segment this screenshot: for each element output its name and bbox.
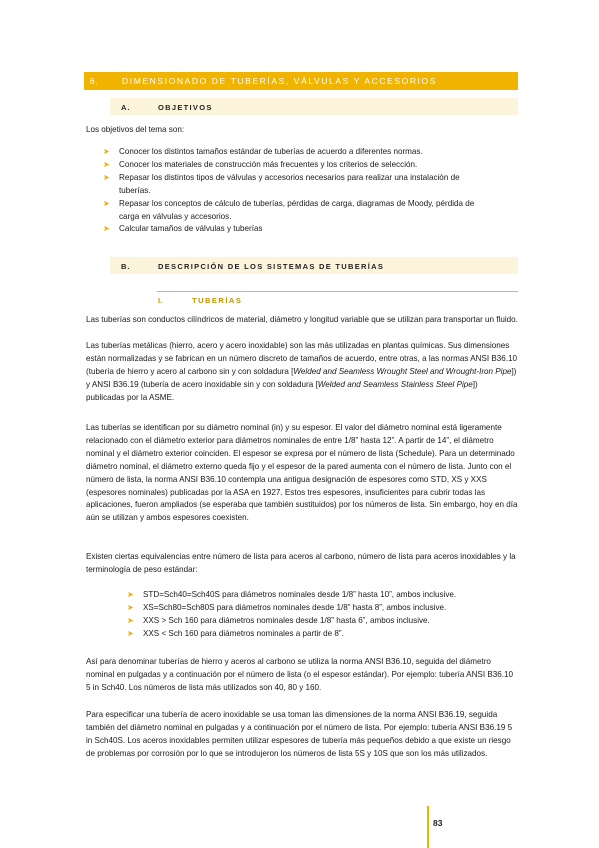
list-item: ➤ XXS > Sch 160 para diámetros nominales desde 1/8” hasta 6”, ambos inclusive. <box>127 615 507 628</box>
paragraph-definition: Las tuberías son conductos cilíndricos de material, diámetro y longitud variable que se utilizan para transportar un fluido. <box>86 315 518 324</box>
arrow-bullet-icon: ➤ <box>127 590 134 599</box>
arrow-bullet-icon: ➤ <box>103 224 110 234</box>
list-item: ➤ Conocer los distintos tamaños estándar de tuberías de acuerdo a diferentes normas. <box>103 146 483 159</box>
arrow-bullet-icon: ➤ <box>127 628 134 638</box>
arrow-bullet-icon: ➤ <box>103 172 110 182</box>
objectives-intro: Los objetivos del tema son: <box>86 125 185 134</box>
equivalences-list <box>127 589 507 641</box>
arrow-bullet-icon: ➤ <box>103 147 110 156</box>
subsection-number: I. <box>158 296 163 305</box>
objectives-list <box>103 146 483 236</box>
paragraph-ansi-b36-19: Para especificar una tubería de acero inoxidable se usa toman las dimensiones de la norma ANSI B36.19, seguida también del diámetro nominal en pulgadas y a continuación por el número de lista. Por ejemplo: tubería ANSI B36.19 5 in Sch40S. Los aceros inoxidables permiten utilizar espesores de tubería más pequeños debido a que existe un riesgo de problemas por corrosión por lo que se introdujeron los números de lista 5S y 10S que son los más utilizados. <box>86 710 513 758</box>
list-item: ➤ Calcular tamaños de válvulas y tuberías <box>103 223 483 236</box>
section-b-title: DESCRIPCIÓN DE LOS SISTEMAS DE TUBERÍAS <box>158 262 385 271</box>
paragraph-ansi-b36-10: Así para denominar tuberías de hierro y aceros al carbono se utiliza la norma ANSI B36.10, seguida del diámetro nominal en pulgadas y a continuación por el número de lista (o el espesor estándar). Por ejemplo: tubería ANSI B36.10 5 in Sch40. Los números de lista más utilizados son 40, 80 y 160. <box>86 657 513 692</box>
page-number: 83 <box>433 818 443 828</box>
chapter-title: DIMENSIONADO DE TUBERÍAS, VÁLVULAS Y ACCESORIOS <box>122 76 438 86</box>
paragraph-equivalences-intro: Existen ciertas equivalencias entre número de lista para aceros al carbono, número de lista para aceros inoxidables y la terminología de peso estándar: <box>86 552 516 574</box>
arrow-bullet-icon: ➤ <box>103 159 110 169</box>
list-item: ➤ Repasar los conceptos de cálculo de tuberías, pérdidas de carga, diagramas de Moody, pérdida de carga en válvulas y accesorios. <box>103 198 475 221</box>
arrow-bullet-icon: ➤ <box>127 615 134 625</box>
section-a-letter: A. <box>121 103 131 112</box>
subsection-rule <box>157 291 518 292</box>
list-item: ➤ XS=Sch80=Sch80S para diámetros nominales desde 1/8” hasta 8”, ambos inclusive. <box>127 602 507 615</box>
paragraph-metallic-pipes: Las tuberías metálicas (hierro, acero y acero inoxidable) son las más utilizadas en plantas químicas. Sus dimensiones están normalizadas y se fabrican en un número discreto de tamaños de acuerdo, entre otras, a las normas ANSI B36.10 (tubería de hierro y acero al carbono sin y con soldadura [Welded and Seamless Wrought Steel and Wrought-Iron Pipe]) y ANSI B36.19 (tubería de acero inoxidable sin y con soldadura [Welded and Seamless Stainless Steel Pipe]) publicadas por la ASME. <box>86 341 518 402</box>
section-b-letter: B. <box>121 262 131 271</box>
arrow-bullet-icon: ➤ <box>103 198 110 208</box>
section-a-title: OBJETIVOS <box>158 103 213 112</box>
page-number-rule <box>427 806 429 848</box>
subsection-title: TUBERÍAS <box>192 296 243 305</box>
paragraph-schedule: Las tuberías se identifican por su diámetro nominal (in) y su espesor. El valor del diámetro nominal está ligeramente relacionado con el diámetro exterior para diámetros nominales de entre 1/8” hasta 12”. A partir de 14”, el diámetro nominal y el diámetro exterior coinciden. El espesor se expresa por el número de lista (Schedule). Para un determinado diámetro nominal, el diámetro externo queda fijo y el espesor de la pared aumenta con el número de lista. Junto con el número de lista, la norma ANSI B36.10 contempla una antigua designación de espesores como STD, XS y XXS (espesores nominales) publicadas por la ASA en 1927. Estos tres espesores, insuficientes para cubrir todas las aplicaciones, fueron ampliados (se esperaba que también sustituidos) por los números de lista. Sin embargo, hoy en día aún se utilizan y ambos espesores coexisten. <box>86 423 518 523</box>
list-item: ➤ STD=Sch40=Sch40S para diámetros nominales desde 1/8” hasta 10”, ambos inclusive. <box>127 589 507 602</box>
chapter-number: 6. <box>90 76 99 86</box>
list-item: ➤ Conocer los materiales de construcción más frecuentes y los criterios de selección. <box>103 159 483 172</box>
list-item: ➤ XXS < Sch 160 para diámetros nominales a partir de 8”. <box>127 628 507 641</box>
arrow-bullet-icon: ➤ <box>127 602 134 612</box>
list-item: ➤ Repasar los distintos tipos de válvulas y accesorios necesarios para realizar una instalación de tuberías. <box>103 172 460 195</box>
